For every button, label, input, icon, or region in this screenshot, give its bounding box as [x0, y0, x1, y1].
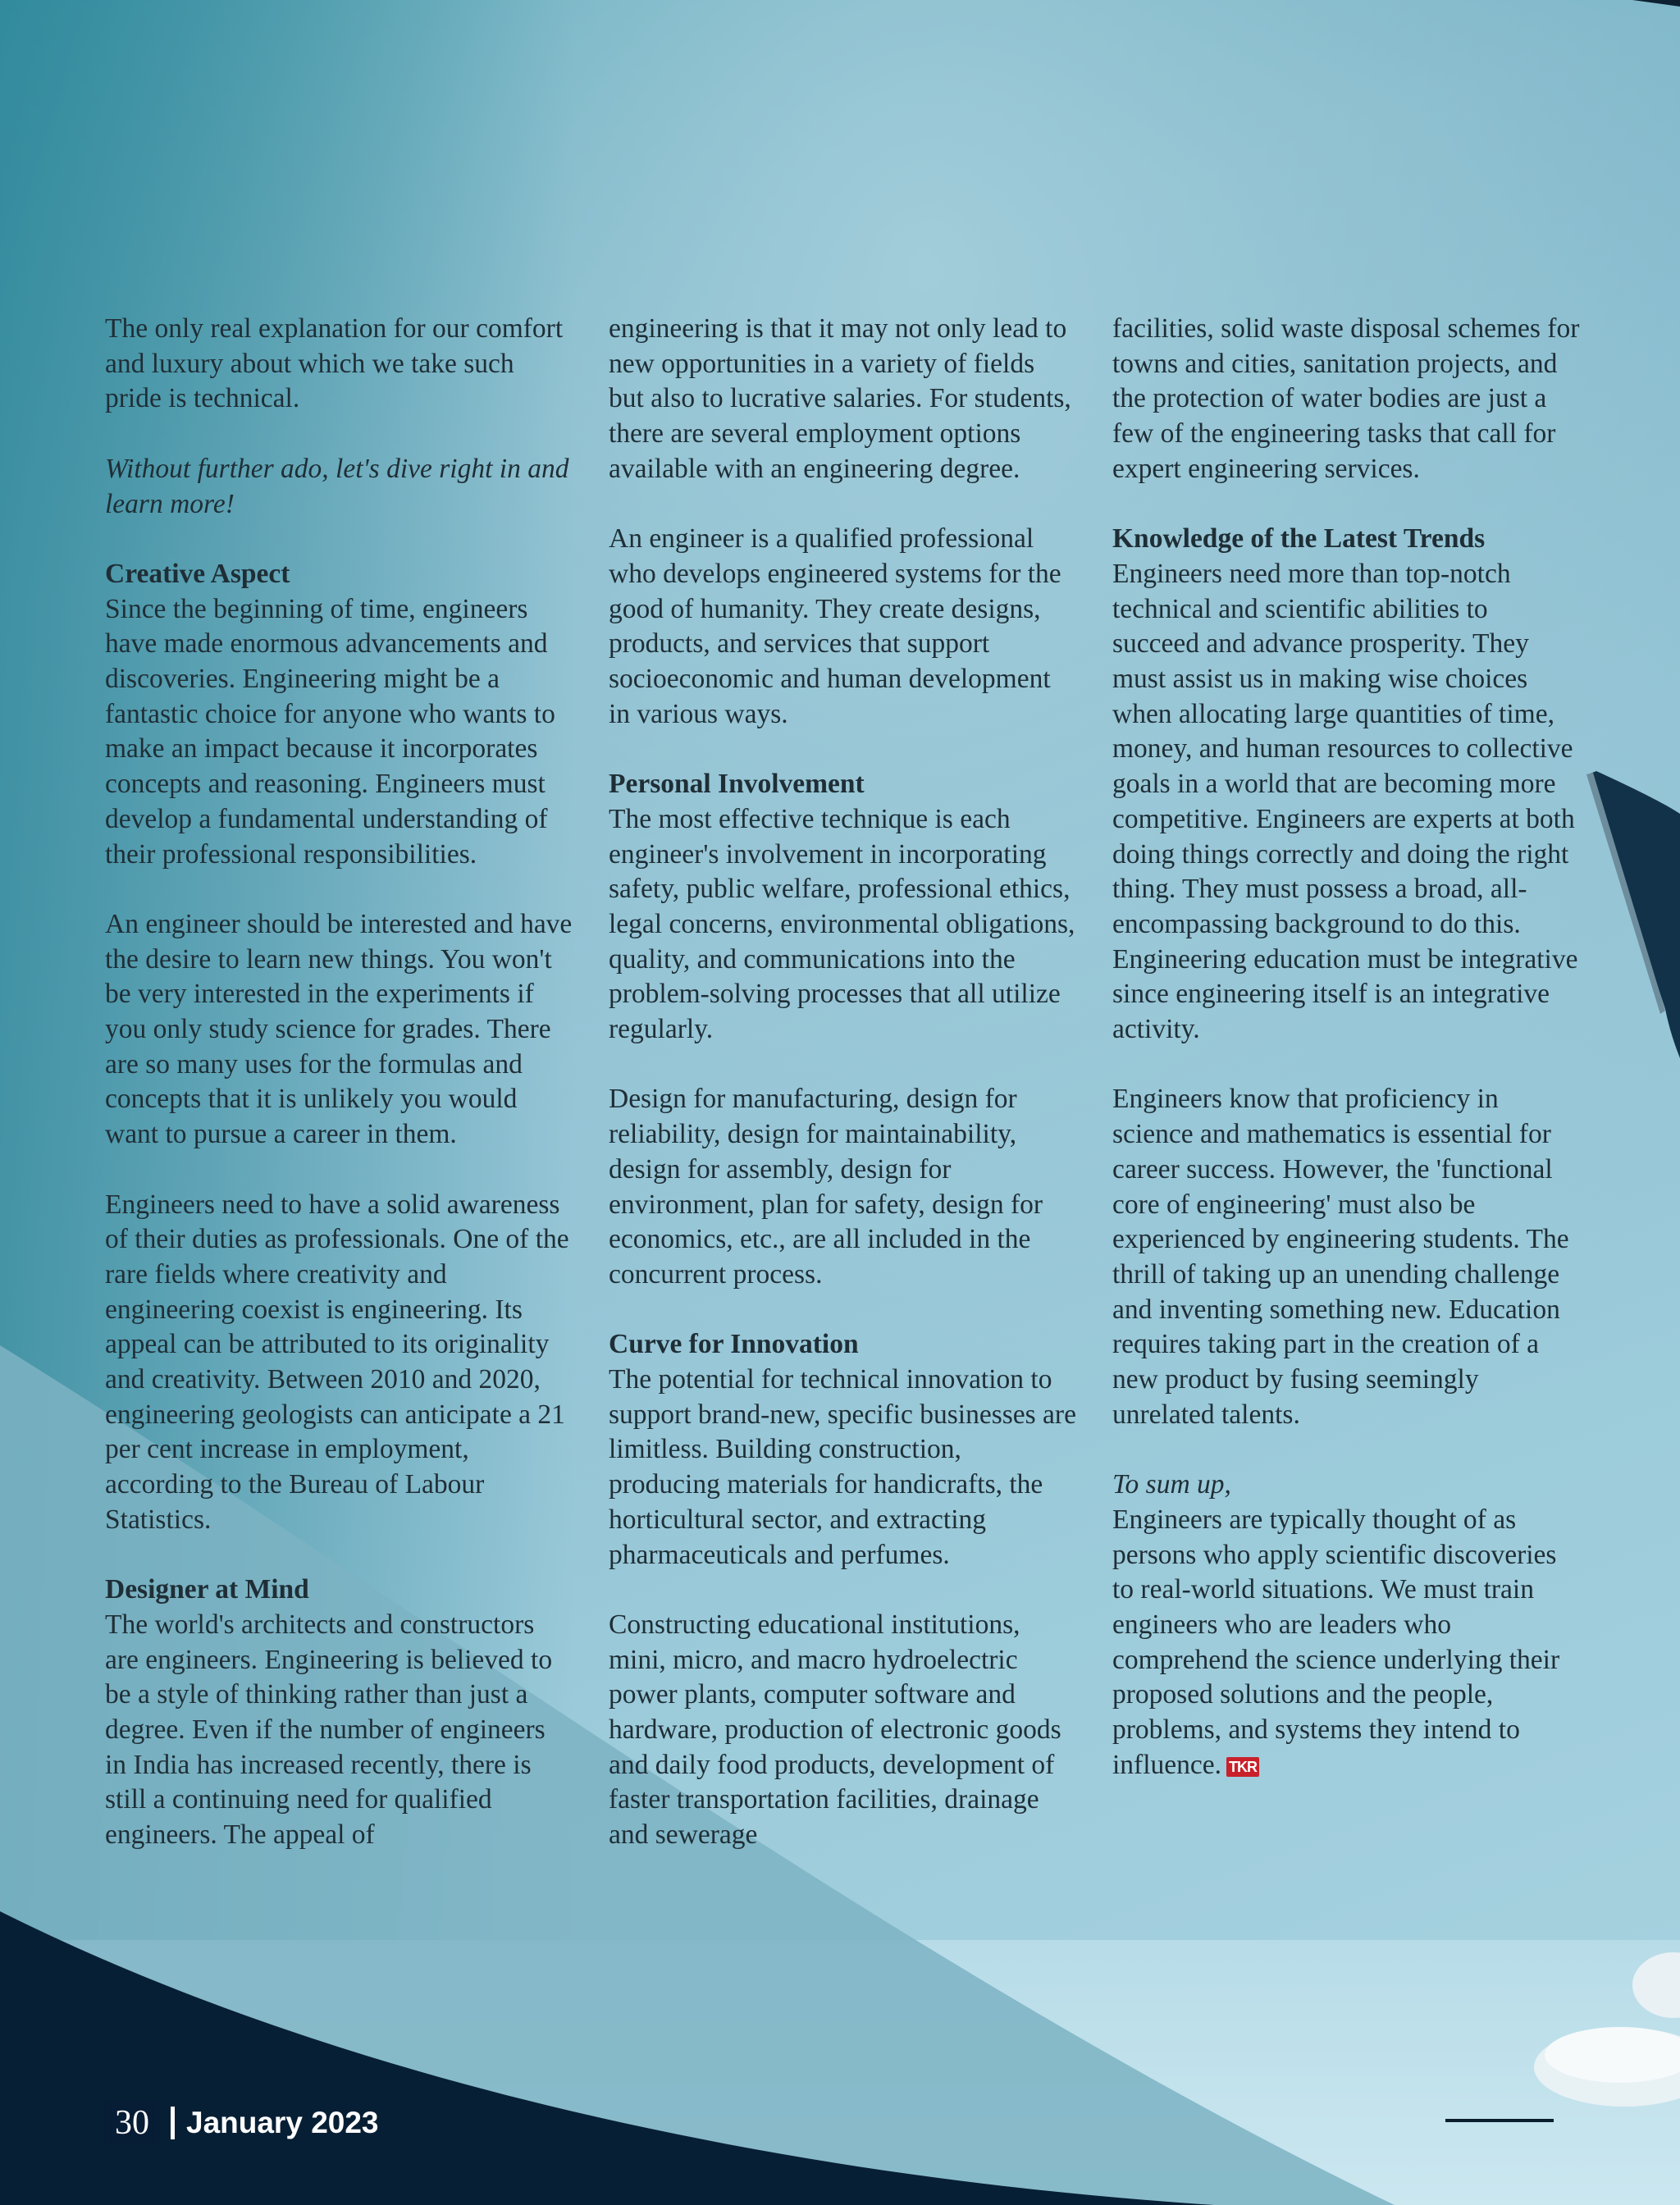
paragraph: An engineer should be interested and have the desire to learn new things. You won't be very interested in the experiments if you only study science for grades. There are so many uses for the formulas and concepts that it is unlikely you would want to pursue a career in them.	[105, 908, 573, 1150]
paragraph: Since the beginning of time, engineers have made enormous advancements and discoveries. Engineering might be a fantastic choice for anyone who wants to make an impact because it incorporates concepts and reasoning. Engineers must develop a fundamental understanding of their professional responsibilities.	[105, 593, 555, 870]
issue-date: January 2023	[186, 2106, 379, 2139]
paragraph: The only real explanation for our comfort and luxury about which we take such pride is technical.	[105, 313, 564, 414]
footer-divider	[171, 2107, 175, 2139]
section-latest-trends	[1112, 522, 1580, 1048]
heading: Curve for Innovation	[609, 1329, 859, 1360]
heading: Knowledge of the Latest Trends	[1112, 523, 1486, 555]
section-personal-involvement	[609, 767, 1076, 1048]
column-3	[1112, 312, 1580, 1783]
paragraph: Engineers need more than top-notch technical and scientific abilities to succeed and advance prosperity. They must assist us in making wise choices when allocating large quantities of time, money, and human resources to collective goals in a world that are becoming more competitive. Engineers are experts at both doing things correctly and doing the right thing. They must possess a broad, all-encompassing background to do this. Engineering education must be integrative since engineering itself is an integrative activity.	[1112, 558, 1578, 1045]
paragraph: An engineer is a qualified professional who develops engineered systems for the good of humanity. They create designs, products, and services that support socioeconomic and human development in various ways.	[609, 523, 1061, 729]
paragraph: engineering is that it may not only lead to new opportunities in a variety of fields but also to lucrative salaries. For students, there are several employment options available with an engineering degree.	[609, 313, 1071, 484]
section-designer-at-mind	[105, 1573, 573, 1853]
paragraph: Engineers know that proficiency in science and mathematics is essential for career success. However, the 'functional core of engineering' must also be experienced by engineering students. The thrill of taking up an unending challenge and inventing something new. Education requires taking part in the creation of a new product by fusing seemingly unrelated talents.	[1112, 1084, 1569, 1430]
paragraph: Engineers are typically thought of as persons who apply scientific discoveries to real-world situations. We must train engineers who are leaders who comprehend the science underlying their proposed solutions and the people, problems, and systems they intend to influence.	[1112, 1504, 1560, 1780]
column-2	[609, 312, 1076, 1853]
heading: Designer at Mind	[105, 1574, 309, 1605]
paragraph: The potential for technical innovation to support brand-new, specific businesses are limitless. Building construction, producing materials for handicrafts, the horticultural sector, and extracting pharmaceuticals and perfumes.	[609, 1364, 1076, 1570]
section-conclusion	[1112, 1468, 1580, 1783]
conclusion-lead: To sum up,	[1112, 1469, 1231, 1500]
page-number: 30	[105, 2102, 159, 2144]
page-footer	[105, 2102, 379, 2144]
publisher-logo: TKR	[1226, 1757, 1259, 1777]
paragraph: The world's architects and constructors are engineers. Engineering is believed to be a style of thinking rather than just a degree. Even if the number of engineers in India has increased recently, there is still a continuing need for qualified engineers. The appeal of	[105, 1609, 553, 1851]
section-creative-aspect	[105, 557, 573, 872]
column-1	[105, 312, 573, 1853]
section-curve-for-innovation	[609, 1327, 1076, 1573]
paragraph: Constructing educational institutions, mini, micro, and macro hydroelectric power plants, computer software and hardware, production of electronic goods and daily food products, development of faster transportation facilities, drainage and sewerage	[609, 1609, 1061, 1851]
paragraph: Engineers need to have a solid awareness of their duties as professionals. One of the rare fields where creativity and engineering coexist is engineering. Its appeal can be attributed to its originality and creativity. Between 2010 and 2020, engineering geologists can anticipate a 21 per cent increase in employment, according to the Bureau of Labour Statistics.	[105, 1189, 569, 1535]
article-body	[0, 312, 1680, 1969]
paragraph: facilities, solid waste disposal schemes for towns and cities, sanitation projects, and the protection of water bodies are just a few of the engineering tasks that call for expert engineering services.	[1112, 313, 1580, 484]
intro-italic: Without further ado, let's dive right in and learn more!	[105, 453, 569, 519]
heading: Creative Aspect	[105, 558, 290, 589]
footer-rule	[1445, 2119, 1554, 2122]
paragraph: The most effective technique is each engineer's involvement in incorporating safety, public welfare, professional ethics, legal concerns, environmental obligations, quality, and communications into the problem-solving processes that all utilize regularly.	[609, 803, 1075, 1045]
paragraph: Design for manufacturing, design for reliability, design for maintainability, design for assembly, design for environment, plan for safety, design for economics, etc., are all included in the concurrent process.	[609, 1084, 1043, 1290]
heading: Personal Involvement	[609, 769, 865, 800]
